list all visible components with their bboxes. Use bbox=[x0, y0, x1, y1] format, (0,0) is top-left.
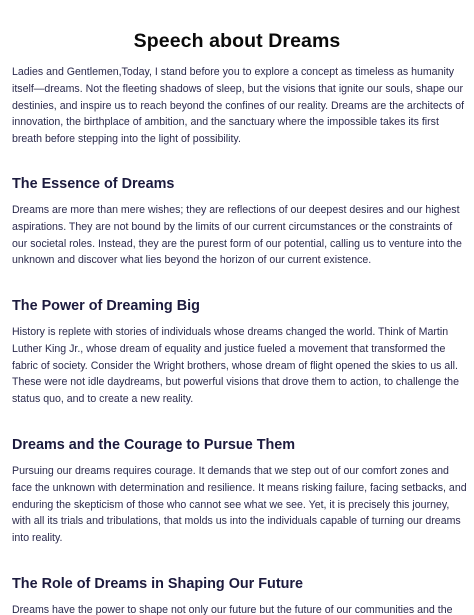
section-heading-power: The Power of Dreaming Big bbox=[12, 298, 200, 314]
section-body-courage: Pursuing our dreams requires courage. It demands that we step out of our comfort zones and face the unknown with determination and resilience. It means risking failure, facing setbacks, and enduring the skepticism of those who cannot see what we see. Yet, it is precisely this journey, with all its trials and tribulations, that molds us into the individuals capable of turning our dreams into reality. bbox=[12, 465, 467, 545]
section-heading-essence: The Essence of Dreams bbox=[12, 176, 175, 192]
section-heading-future: The Role of Dreams in Shaping Our Future bbox=[12, 576, 304, 592]
section-body-power: History is replete with stories of individuals whose dreams changed the world. Think of Martin Luther King Jr., whose dream of equality and justice fueled a movement that transformed the fabric of society. Consider the Wright brothers, whose dream of flight opened the skies to us all. These were not idle daydreams, but powerful visions that drove them to action, to challenge the status quo, and to create a new reality. bbox=[12, 326, 459, 406]
section-heading-courage: Dreams and the Courage to Pursue Them bbox=[12, 437, 296, 453]
section-body-future: Dreams have the power to shape not only our future but the future of our communities and the bbox=[12, 604, 453, 615]
section-body-essence: Dreams are more than mere wishes; they are reflections of our deepest desires and our highest aspirations. They are not bound by the limits of our current circumstances or the constraints of our societal roles. Instead, they are the purest form of our potential, calling us to venture into the unknown and discover what lies beyond the horizon of our current existence. bbox=[12, 204, 462, 267]
page-title: Speech about Dreams bbox=[133, 30, 341, 52]
intro-paragraph: Ladies and Gentlemen,Today, I stand before you to explore a concept as timeless as humanity itself—dreams. Not the fleeting shadows of sleep, but the visions that ignite our souls, shape our destinies, and inspire us to reach beyond the confines of our reality. Dreams are the architects of innovation, the birthplace of ambition, and the sanctuary where the impossible takes its first breath before stepping into the light of possibility. bbox=[12, 66, 465, 146]
